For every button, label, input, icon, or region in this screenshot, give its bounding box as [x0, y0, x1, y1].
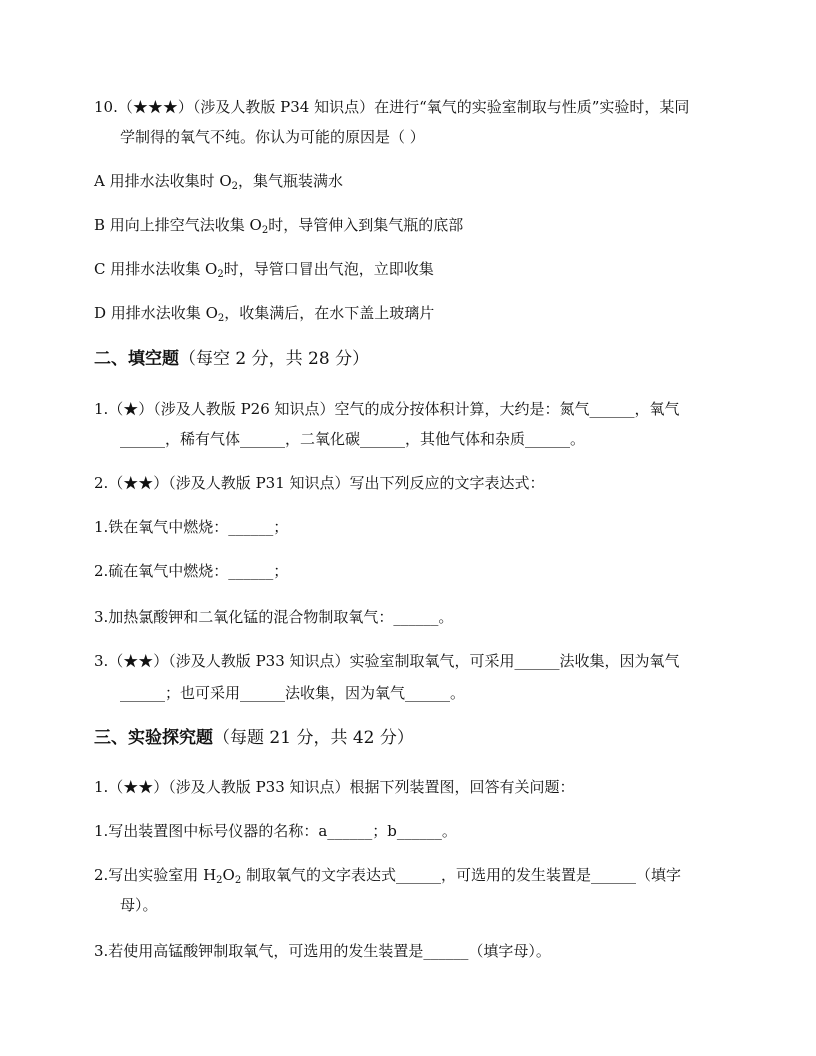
section-3-heading: 三、实验探究题（每题 21 分，共 42 分）: [94, 728, 414, 748]
s2-q2-item-3: 3.加热氯酸钾和二氧化锰的混合物制取氧气：______。: [94, 608, 454, 626]
q10-option-d: D 用排水法收集 $O_2$，收集满后，在水下盖上玻璃片: [94, 304, 435, 324]
section-2-heading: 二、填空题（每空 2 分，共 28 分）: [94, 349, 370, 369]
s2-q3-line2: ______；也可采用______法收集，因为氧气______。: [120, 684, 466, 702]
q10-stem-line1: 10.（★★★）（涉及人教版 P34 知识点）在进行“氧气的实验室制取与性质”实验时，某同: [94, 98, 690, 116]
s3-q1-item-3: 3.若使用高锰酸钾制取氧气，可选用的发生装置是______（填字母）。: [94, 942, 551, 960]
s3-q1-item-2-line1: 2.写出实验室用 $H_2O_2$ 制取氧气的文字表达式______，可选用的发生装置是______（填字: [94, 866, 682, 886]
s2-q3-line1: 3.（★★）（涉及人教版 P33 知识点）实验室制取氧气，可采用______法收集，因为氧气: [94, 652, 680, 670]
s3-q1-item-1: 1.写出装置图中标号仪器的名称：a______；b______。: [94, 822, 457, 840]
s3-q1-item-2-line2: 母）。: [120, 896, 158, 914]
q10-option-c: C 用排水法收集 $O_2$时，导管口冒出气泡，立即收集: [94, 260, 434, 280]
s2-q1-line2: ______，稀有气体______，二氧化碳______，其他气体和杂质______。: [120, 430, 586, 448]
s2-q2-item-1: 1.铁在氧气中燃烧：______；: [94, 518, 289, 536]
q10-option-b: B 用向上排空气法收集 $O_2$时，导管伸入到集气瓶的底部: [94, 216, 464, 236]
q10-stem-line2: 学制得的氧气不纯。你认为可能的原因是（ ）: [120, 128, 425, 146]
s2-q2-item-2: 2.硫在氧气中燃烧：______；: [94, 562, 289, 580]
s2-q1-line1: 1.（★）（涉及人教版 P26 知识点）空气的成分按体积计算，大约是：氮气______，氧气: [94, 400, 680, 418]
q10-option-a: A 用排水法收集时 $O_2$，集气瓶装满水: [94, 172, 344, 192]
s2-q2-stem: 2.（★★）（涉及人教版 P31 知识点）写出下列反应的文字表达式：: [94, 474, 545, 492]
s3-q1-stem: 1.（★★）（涉及人教版 P33 知识点）根据下列装置图，回答有关问题：: [94, 778, 575, 796]
